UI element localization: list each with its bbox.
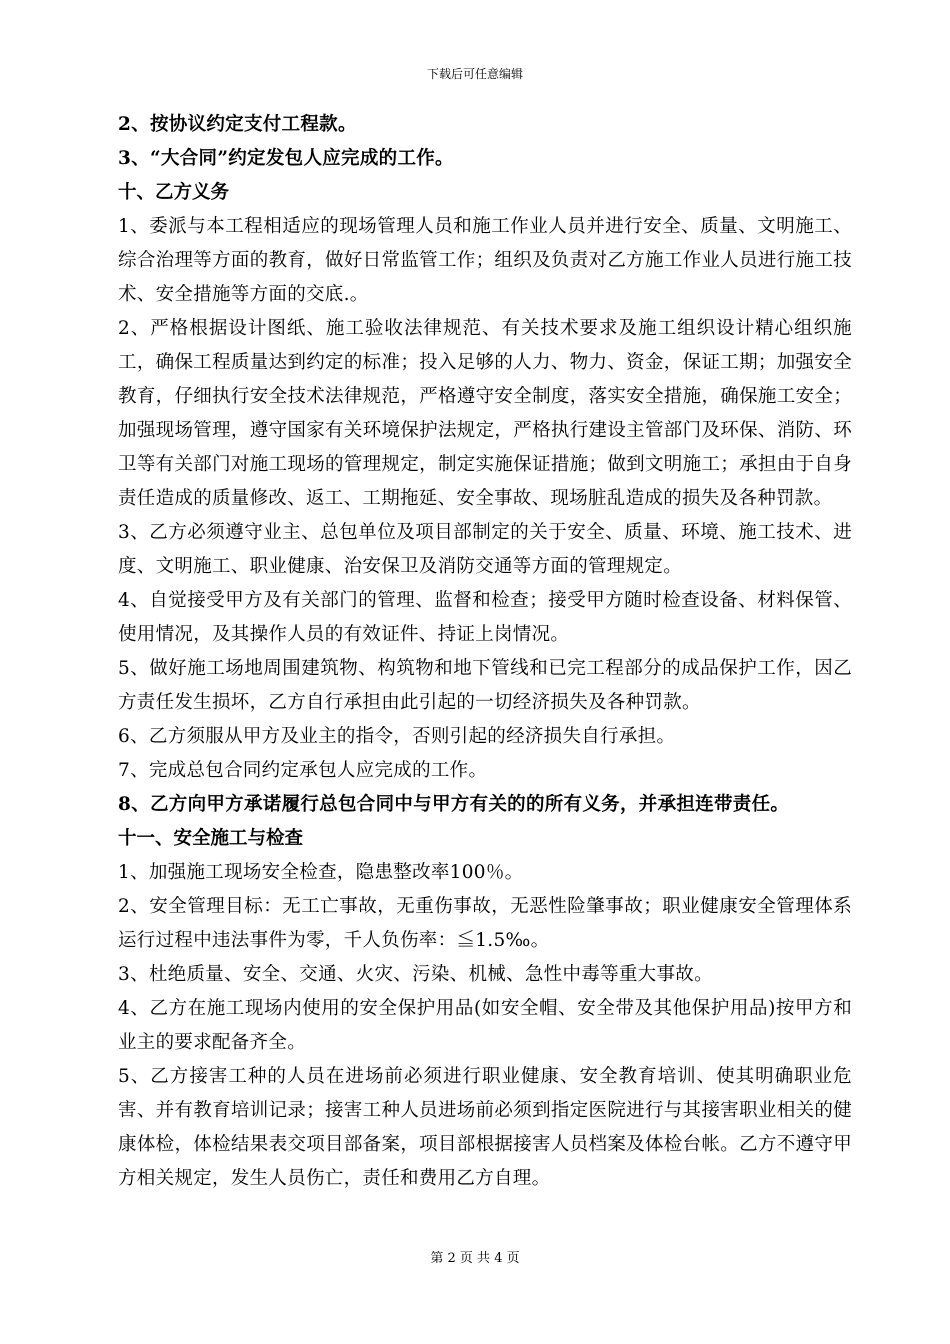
section-heading: 十一、安全施工与检查 — [118, 828, 304, 849]
clause-paragraph: 5、乙方接害工种的人员在进场前必须进行职业健康、安全教育培训、使其明确职业危害、并有教育培训记录；接害工种人员进场前必须到指定医院进行与其接害职业相关的健康体检，体检结果表交项目部备案，项目部根据接害人员档案及体检台帐。乙方不遵守甲方相关规定，发生人员伤亡，责任和费用乙方自理。 — [118, 1066, 852, 1189]
clause-paragraph: 3、杜绝质量、安全、交通、火灾、污染、机械、急性中毒等重大事故。 — [118, 964, 713, 985]
clause-paragraph: 1、委派与本工程相适应的现场管理人员和施工作业人员并进行安全、质量、文明施工、综合治理等方面的教育，做好日常监管工作；组织及负责对乙方施工作业人员进行施工技术、安全措施等方面的交底.。 — [118, 216, 852, 305]
clause-paragraph: 5、做好施工场地周围建筑物、构筑物和地下管线和已完工程部分的成品保护工作，因乙方责任发生损坏，乙方自行承担由此引起的一切经济损失及各种罚款。 — [118, 658, 852, 713]
clause-paragraph: 8、乙方向甲方承诺履行总包合同中与甲方有关的的所有义务，并承担连带责任。 — [118, 794, 790, 815]
clause-paragraph: 2、安全管理目标：无工亡事故，无重伤事故，无恶性险肇事故；职业健康安全管理体系运行过程中违法事件为零，千人负伤率：≦1.5‰。 — [118, 896, 852, 951]
clause-paragraph: 6、乙方须服从甲方及业主的指令，否则引起的经济损失自行承担。 — [118, 726, 676, 747]
clause-paragraph: 2、按协议约定支付工程款。 — [118, 114, 357, 135]
clause-paragraph: 7、完成总包合同约定承包人应完成的工作。 — [118, 760, 488, 781]
page-number: 第 2 页 共 4 页 — [430, 1251, 520, 1266]
page-header: 下载后可任意编辑 — [426, 67, 523, 81]
clause-paragraph: 3、“大合同”约定发包人应完成的工作。 — [118, 148, 454, 169]
document-body — [118, 108, 852, 1196]
clause-paragraph: 3、乙方必须遵守业主、总包单位及项目部制定的关于安全、质量、环境、施工技术、进度、文明施工、职业健康、治安保卫及消防交通等方面的管理规定。 — [118, 522, 852, 577]
clause-paragraph: 2、严格根据设计图纸、施工验收法律规范、有关技术要求及施工组织设计精心组织施工，确保工程质量达到约定的标准；投入足够的人力、物力、资金，保证工期；加强安全教育，仔细执行安全技术法律规范，严格遵守安全制度，落实安全措施，确保施工安全；加强现场管理，遵守国家有关环境保护法规定，严格执行建设主管部门及环保、消防、环卫等有关部门对施工现场的管理规定，制定实施保证措施；做到文明施工；承担由于自身责任造成的质量修改、返工、工期拖延、安全事故、现场脏乱造成的损失及各种罚款。 — [118, 318, 852, 509]
clause-paragraph: 1、加强施工现场安全检查，隐患整改率100％。 — [118, 862, 524, 883]
clause-paragraph: 4、自觉接受甲方及有关部门的管理、监督和检查；接受甲方随时检查设备、材料保管、使用情况，及其操作人员的有效证件、持证上岗情况。 — [118, 590, 852, 645]
clause-paragraph: 4、乙方在施工现场内使用的安全保护用品(如安全帽、安全带及其他保护用品)按甲方和业主的要求配备齐全。 — [118, 998, 852, 1053]
section-heading: 十、乙方义务 — [118, 182, 230, 203]
